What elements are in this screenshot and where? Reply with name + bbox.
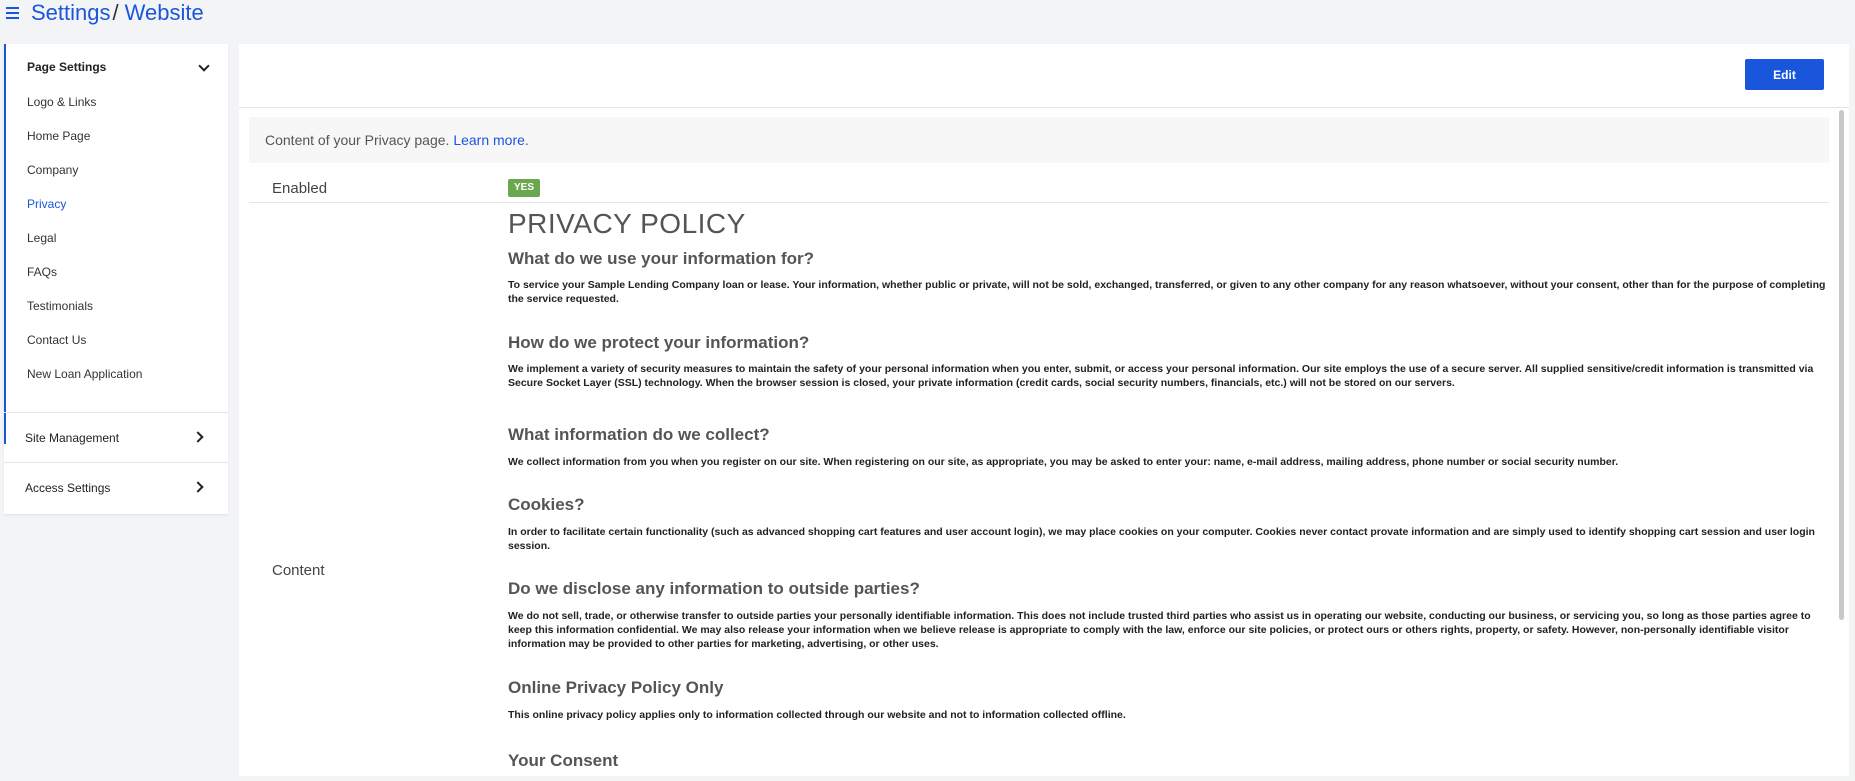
info-bar (249, 117, 1829, 163)
enabled-badge: YES (508, 179, 540, 197)
main-panel (239, 44, 1849, 776)
sidebar-item-privacy[interactable]: Privacy (27, 197, 67, 211)
edit-button[interactable]: Edit (1745, 59, 1824, 90)
section-heading: Cookies? (508, 495, 585, 514)
section-body: To service your Sample Lending Company loan or lease. Your information, whether public or private, will not be sold, exchanged, transferred, or given to any other company for any reason whatsoever, without your consent, other than for the purpose of completing the service requested. (508, 279, 1826, 305)
sidebar-item-company[interactable]: Company (27, 163, 79, 177)
breadcrumb-website[interactable]: Website (124, 0, 204, 25)
scrollbar[interactable] (1839, 110, 1844, 620)
info-suffix: . (524, 132, 529, 148)
sidebar-item-access-settings[interactable] (4, 462, 228, 512)
info-text: Content of your Privacy page. (265, 132, 450, 148)
sidebar-item-site-management[interactable] (4, 412, 228, 462)
site-management-label: Site Management (25, 431, 120, 445)
section-heading: How do we protect your information? (508, 333, 810, 352)
page-settings-header[interactable]: Page Settings (27, 60, 107, 74)
section-heading: What information do we collect? (508, 425, 770, 444)
sidebar-item-logo-links[interactable]: Logo & Links (27, 95, 97, 109)
breadcrumb-settings[interactable]: Settings (31, 0, 111, 25)
divider (239, 107, 1849, 108)
section-body: We collect information from you when you register on our site. When registering on our site, as appropriate, you may be asked to enter your: name, e-mail address, mailing address, phone number or social security number. (508, 456, 1619, 468)
chevron-right-icon (192, 481, 203, 492)
chevron-right-icon (192, 431, 203, 442)
section-heading: Your Consent (508, 751, 619, 770)
sidebar (4, 44, 228, 514)
section-heading: Online Privacy Policy Only (508, 678, 724, 697)
section-body: In order to facilitate certain functionality (such as advanced shopping cart features and user account login), we may place cookies on your computer. Cookies never contact provate information and are simply used to identify shopping cart session and user login session. (508, 526, 1815, 552)
policy-title: PRIVACY POLICY (508, 208, 746, 239)
section-heading: What do we use your information for? (508, 249, 814, 268)
breadcrumb-separator: / (112, 0, 119, 25)
sidebar-item-faqs[interactable]: FAQs (27, 265, 58, 279)
access-settings-label: Access Settings (25, 481, 111, 495)
section-body: We implement a variety of security measures to maintain the safety of your personal information when you enter, submit, or access your personal information. Our site employs the use of a secure server. All supplied sensitive/credit information is transmitted via Secure Socket Layer (SSL) technology. When the browser session is closed, your private information (credit cards, social security numbers, financials, etc.) will not be stored on our servers. (508, 363, 1814, 389)
section-body: This online privacy policy applies only to information collected through our website and not to information collected offline. (508, 709, 1126, 721)
breadcrumb (31, 0, 204, 26)
section-heading: Do we disclose any information to outside parties? (508, 579, 920, 598)
chevron-down-icon[interactable] (198, 60, 209, 71)
enabled-label: Enabled (272, 180, 328, 197)
learn-more-link[interactable]: Learn more (453, 132, 525, 148)
sidebar-item-home-page[interactable]: Home Page (27, 129, 91, 143)
sidebar-item-testimonials[interactable]: Testimonials (27, 299, 94, 313)
sidebar-item-new-loan-application[interactable]: New Loan Application (27, 367, 143, 381)
sidebar-item-contact-us[interactable]: Contact Us (27, 333, 87, 347)
hamburger-icon[interactable] (6, 3, 20, 23)
section-body: We do not sell, trade, or otherwise transfer to outside parties your personally identifiable information. This does not include trusted third parties who assist us in operating our website, conducting our business, or servicing you, so long as those parties agree to keep this information confidential. We may also release your information when we believe release is appropriate to comply with the law, enforce our site policies, or protect ours or others rights, property, or safety. However, non-personally identifiable visitor information may be provided to other parties for marketing, advertising, or other uses. (508, 610, 1811, 650)
content-label: Content (272, 562, 325, 579)
divider (249, 202, 1829, 203)
page-settings-group (4, 44, 228, 444)
sidebar-item-legal[interactable]: Legal (27, 231, 57, 245)
privacy-policy-content (508, 207, 1826, 770)
